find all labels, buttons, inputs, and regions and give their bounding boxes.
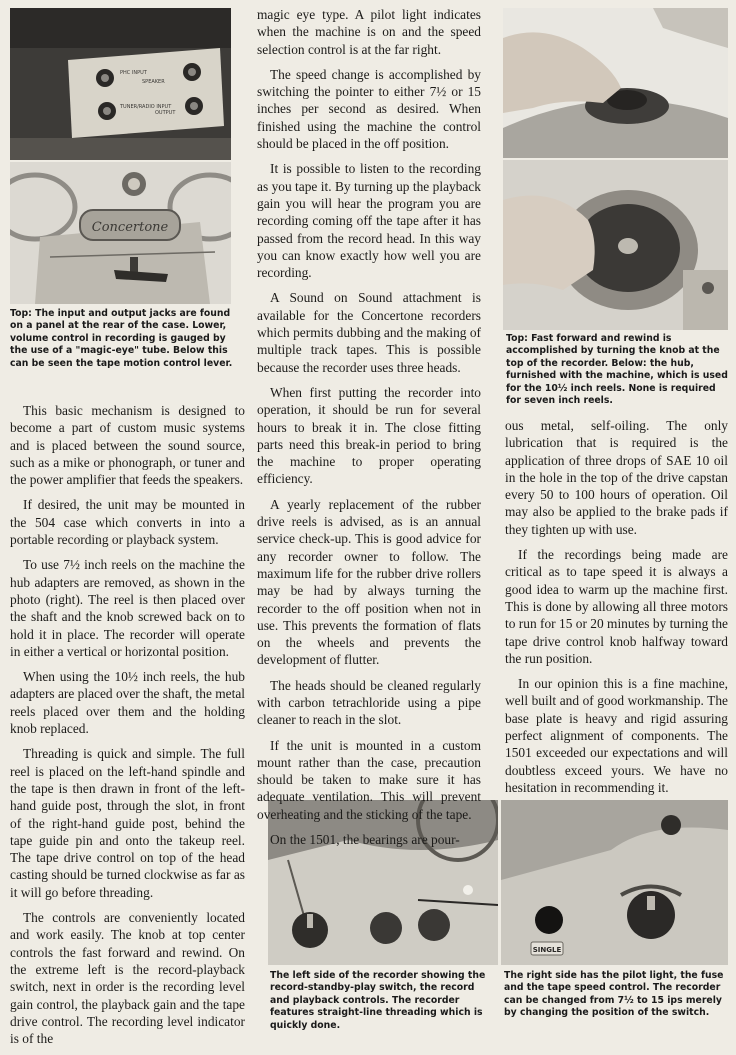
caption-top-right: Top: Fast forward and rewind is accomplished by turning the knob at the top of the recorder. Below: the hub, furnished with the machine, which is used for the 10½ inch reels. None is required for seven inch reels. [506,333,728,407]
control-lever-photo [10,162,231,304]
column-right [505,417,728,804]
caption-top-left: Top: The input and output jacks are found on a panel at the rear of the case. Lower, volume control in recording is gauged by the use of a "magic-eye" tube. Below this can be seen the tape motion control lever. [10,308,233,369]
jack-label-phc: PHC INPUT [120,70,147,76]
right-side-controls-photo [501,800,728,965]
middle-paragraph: On the 1501, the bearings are pour- [270,832,460,848]
jack-panel-photo [10,8,231,160]
middle-paragraph: A yearly replacement of the rubber drive reels is advised, as is an annual service check-up. This is good advice for any recorder owner to follow. The maximum life for the rubber drive rollers may be had by always turning the recorder to the off position when not in use. This prevents the formation of flats on the wheels and prevents the development of flutter. [257,496,481,668]
concertone-logo: Concertone [91,220,169,235]
middle-paragraph: When first putting the recorder into operation, it should be run for several hours to break it in. The close fitting parts need this break-in period to bring the machine to proper operating efficiency. [257,384,481,487]
right-paragraph: ous metal, self-oiling. The only lubrication that is required is the application of three drops of SAE 10 oil in the hole in the top of the drive capstan every 50 to 100 hours of operation. Oil may also be applied to the brake pads if they tighten up with use. [505,418,728,537]
middle-paragraph: magic eye type. A pilot light indicates when the machine is on and the speed selection control is at the far right. [257,7,481,57]
column-middle [257,6,481,856]
left-paragraph: This basic mechanism is designed to become a part of custom music systems and is placed between the sound source, such as a mike or phonograph, or tuner and the power amplifier that feeds the speakers. [10,403,245,488]
left-paragraph: If desired, the unit may be mounted in the 504 case which converts in into a portable recording or playback system. [10,497,245,548]
jack-label-output: OUTPUT [155,110,176,116]
left-paragraph: To use 7½ inch reels on the machine the hub adapters are removed, as shown in the photo (right). The reel is then placed over the shaft and the knob screwed back on to hold it in place. The recorder will operate in either a vertical or horizontal position. [10,557,245,659]
middle-paragraph: It is possible to listen to the recording as you tape it. By turning up the playback gain you will hear the program you are recording coming off the tape after it has passed from the record head. In this way you can know exactly how well you are recording. [257,161,481,281]
caption-bottom-right: The right side has the pilot light, the fuse and the tape speed control. The recorder can be changed from 7½ to 15 ips merely by changing the position of the switch. [504,970,724,1019]
middle-paragraph: If the unit is mounted in a custom mount rather than the case, precaution should be taken to make sure it has adequate ventilation. This will prevent overheating and the sticking of the tape. [257,737,481,822]
single-badge: SINGLE [532,946,562,954]
left-paragraph: Threading is quick and simple. The full reel is placed on the left-hand spindle and the tape is then drawn in front of the left-hand guide post, through the slot, in front of the right-hand guide post, behind the tape guide pin and onto the takeup reel. The tape drive control on top of the head casting should be turned clockwise as far as it will go before threading. [10,746,245,900]
jack-label-speaker: SPEAKER [142,79,165,85]
middle-paragraph: The speed change is accomplished by switching the pointer to either 7½ or 15 inches per second as desired. When finished using the machine the control should be placed in the off position. [257,66,481,152]
jack-label-tuner: TUNER/RADIO INPUT [120,104,172,110]
middle-paragraph: The heads should be cleaned regularly with carbon tetrachloride using a pipe cleaner to reach in the slot. [257,677,481,728]
right-paragraph: If the recordings being made are critical as to tape speed it is always a good idea to warm up the machine first. This is done by allowing all three motors to run for 15 or 20 minutes by turning the tape drive control knob halfway toward the run position. [505,547,728,666]
right-paragraph: In our opinion this is a fine machine, well built and of good workmanship. The base plate is heavy and rigid assuring perfect alignment of components. The 1501 exceeded our expectations and will doubtless exceed yours. We have no hesitation in recommending it. [505,676,728,795]
left-paragraph: When using the 10½ inch reels, the hub adapters are placed over the shaft, the metal reels placed over them and the holding knob replaced. [10,669,245,737]
middle-paragraph: A Sound on Sound attachment is available for the Concertone recorders which permits dubbing and the making of multiple track tapes. This is possible because the recorder uses three heads. [257,290,481,375]
left-paragraph: The controls are conveniently located and work easily. The knob at top center controls the fast forward and rewind. On the extreme left is the record-playback switch, next in order is the recording level gain control, the playback gain and the tape drive control. The recording level indicator is of the [10,910,245,1047]
fast-forward-knob-photo [503,8,728,158]
column-left [10,402,245,1055]
caption-bottom-middle: The left side of the recorder showing the record-standby-play switch, the record and playback controls. The recorder features straight-line threading which is quickly done. [270,970,486,1031]
reel-hub-photo [503,160,728,330]
